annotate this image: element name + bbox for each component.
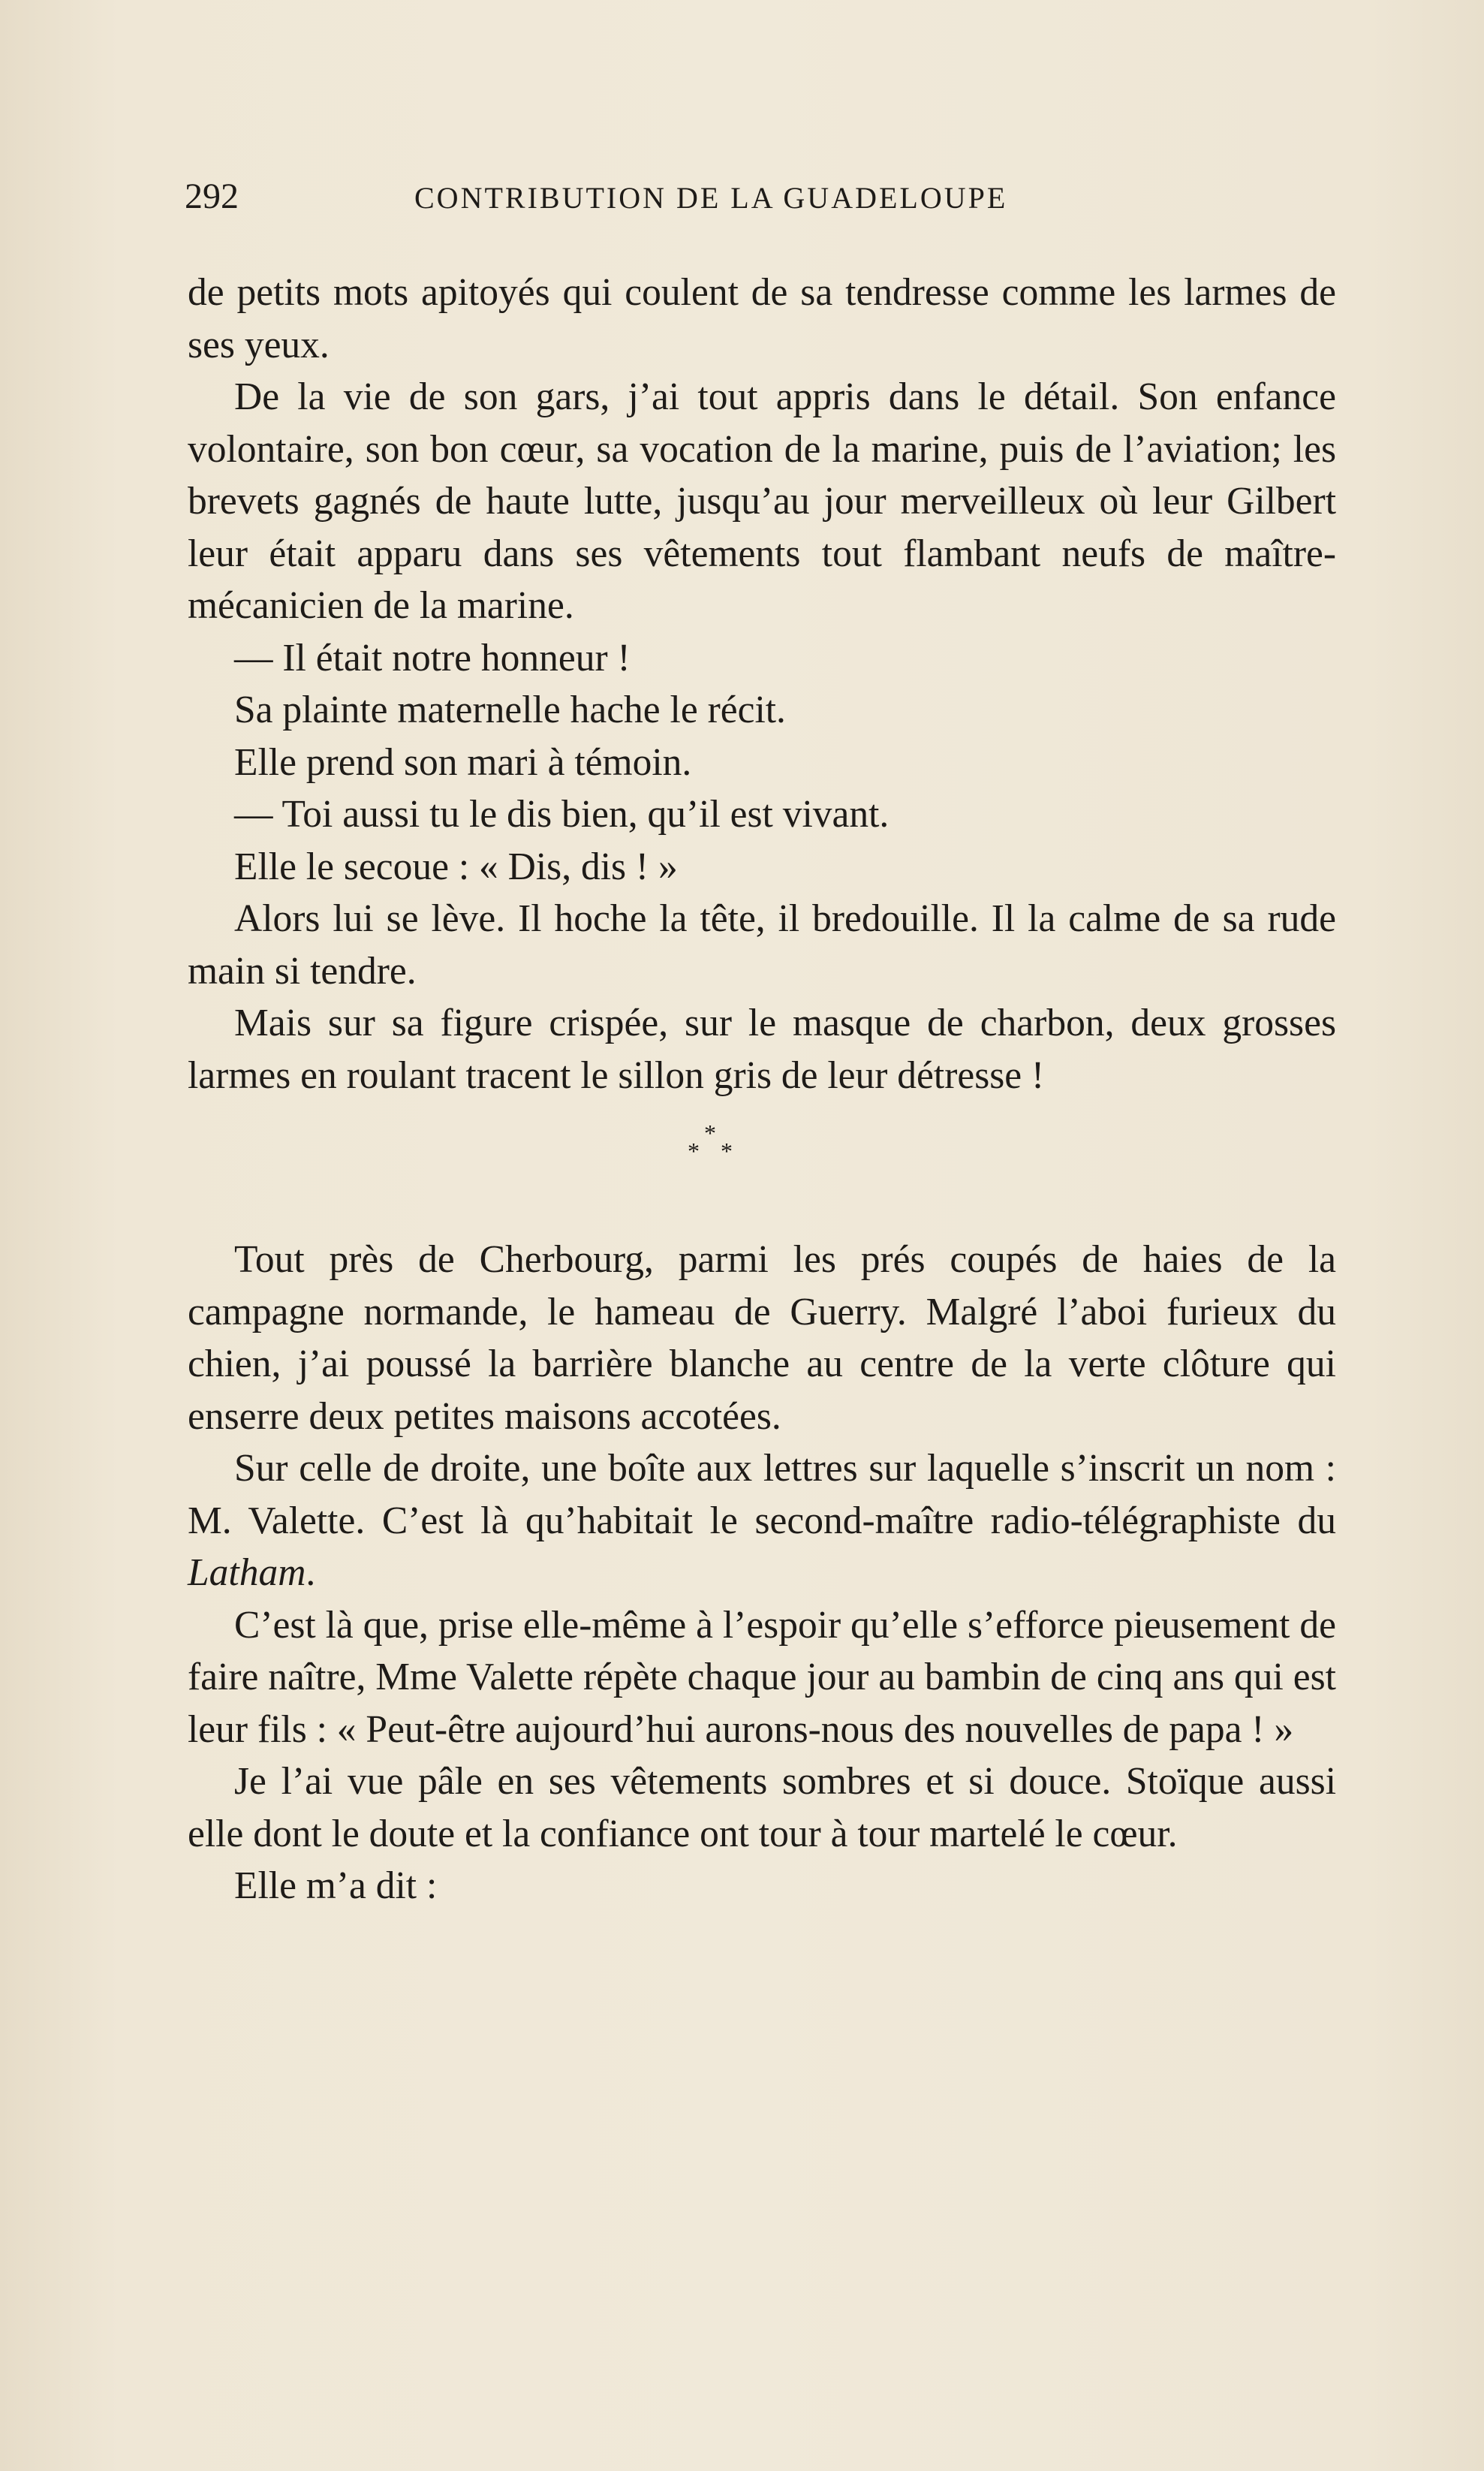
dialogue-line: — Toi aussi tu le dis bien, qu’il est vivant. bbox=[234, 793, 889, 836]
paragraph: Elle prend son mari à témoin. bbox=[234, 740, 692, 784]
running-title: CONTRIBUTION DE LA GUADELOUPE bbox=[414, 181, 1008, 215]
ship-name: Latham bbox=[188, 1551, 306, 1594]
dialogue-line: — Il était notre honneur ! bbox=[234, 636, 631, 680]
body-text bbox=[188, 267, 1336, 1912]
paragraph-continuation: de petits mots apitoyés qui coulent de sa tendresse comme les larmes de ses yeux. bbox=[188, 271, 1336, 366]
paragraph: Elle le secoue : « Dis, dis ! » bbox=[234, 845, 678, 888]
paragraph: Alors lui se lève. Il hoche la tête, il bredouille. Il la calme de sa rude main si tendre. bbox=[188, 897, 1336, 993]
asterism-star: * bbox=[721, 1138, 733, 1165]
paragraph: Elle m’a dit : bbox=[234, 1864, 438, 1907]
paragraph bbox=[188, 1442, 1336, 1599]
asterism-star: * bbox=[704, 1119, 716, 1147]
paragraph: Mais sur sa figure crispée, sur le masque de charbon, deux grosses larmes en roulant tracent le sillon gris de leur détresse ! bbox=[188, 1002, 1336, 1097]
page-number: 292 bbox=[185, 176, 239, 216]
page-header bbox=[185, 174, 1333, 219]
paragraph: Je l’ai vue pâle en ses vêtements sombres et si douce. Stoïque aussi elle dont le doute et la confiance ont tour à tour martelé le cœur. bbox=[188, 1760, 1336, 1855]
paragraph: Sa plainte maternelle hache le récit. bbox=[234, 689, 786, 731]
paragraph: De la vie de son gars, j’ai tout appris dans le détail. Son enfance volontaire, son bon cœur, sa vocation de la marine, puis de l’aviation; les brevets gagnés de haute lutte, jusqu’au jour merveilleux où leur Gilbert leur était apparu dans ses vêtements tout flambant neufs de maître-mécanicien de la marine. bbox=[188, 375, 1336, 627]
section-break-asterism bbox=[188, 1101, 1336, 1234]
paragraph-text: Sur celle de droite, une boîte aux lettres sur laquelle s’inscrit un nom : M. Valette. C’est là qu’habitait le second-maître radio-télégraphiste du bbox=[188, 1447, 1336, 1542]
paragraph: Tout près de Cherbourg, parmi les prés coupés de haies de la campagne normande, le hameau de Guerry. Malgré l’aboi furieux du chien, j’ai poussé la barrière blanche au centre de la verte clôture qui enserre deux petites maisons accotées. bbox=[188, 1238, 1336, 1438]
asterism-star: * bbox=[688, 1138, 700, 1165]
paragraph: C’est là que, prise elle-même à l’espoir qu’elle s’efforce pieusement de faire naître, Mme Valette répète chaque jour au bambin de cinq ans qui est leur fils : « Peut-être aujourd’hui aurons-nous des nouvelles de papa ! » bbox=[188, 1603, 1336, 1751]
paragraph-end: . bbox=[306, 1551, 316, 1594]
